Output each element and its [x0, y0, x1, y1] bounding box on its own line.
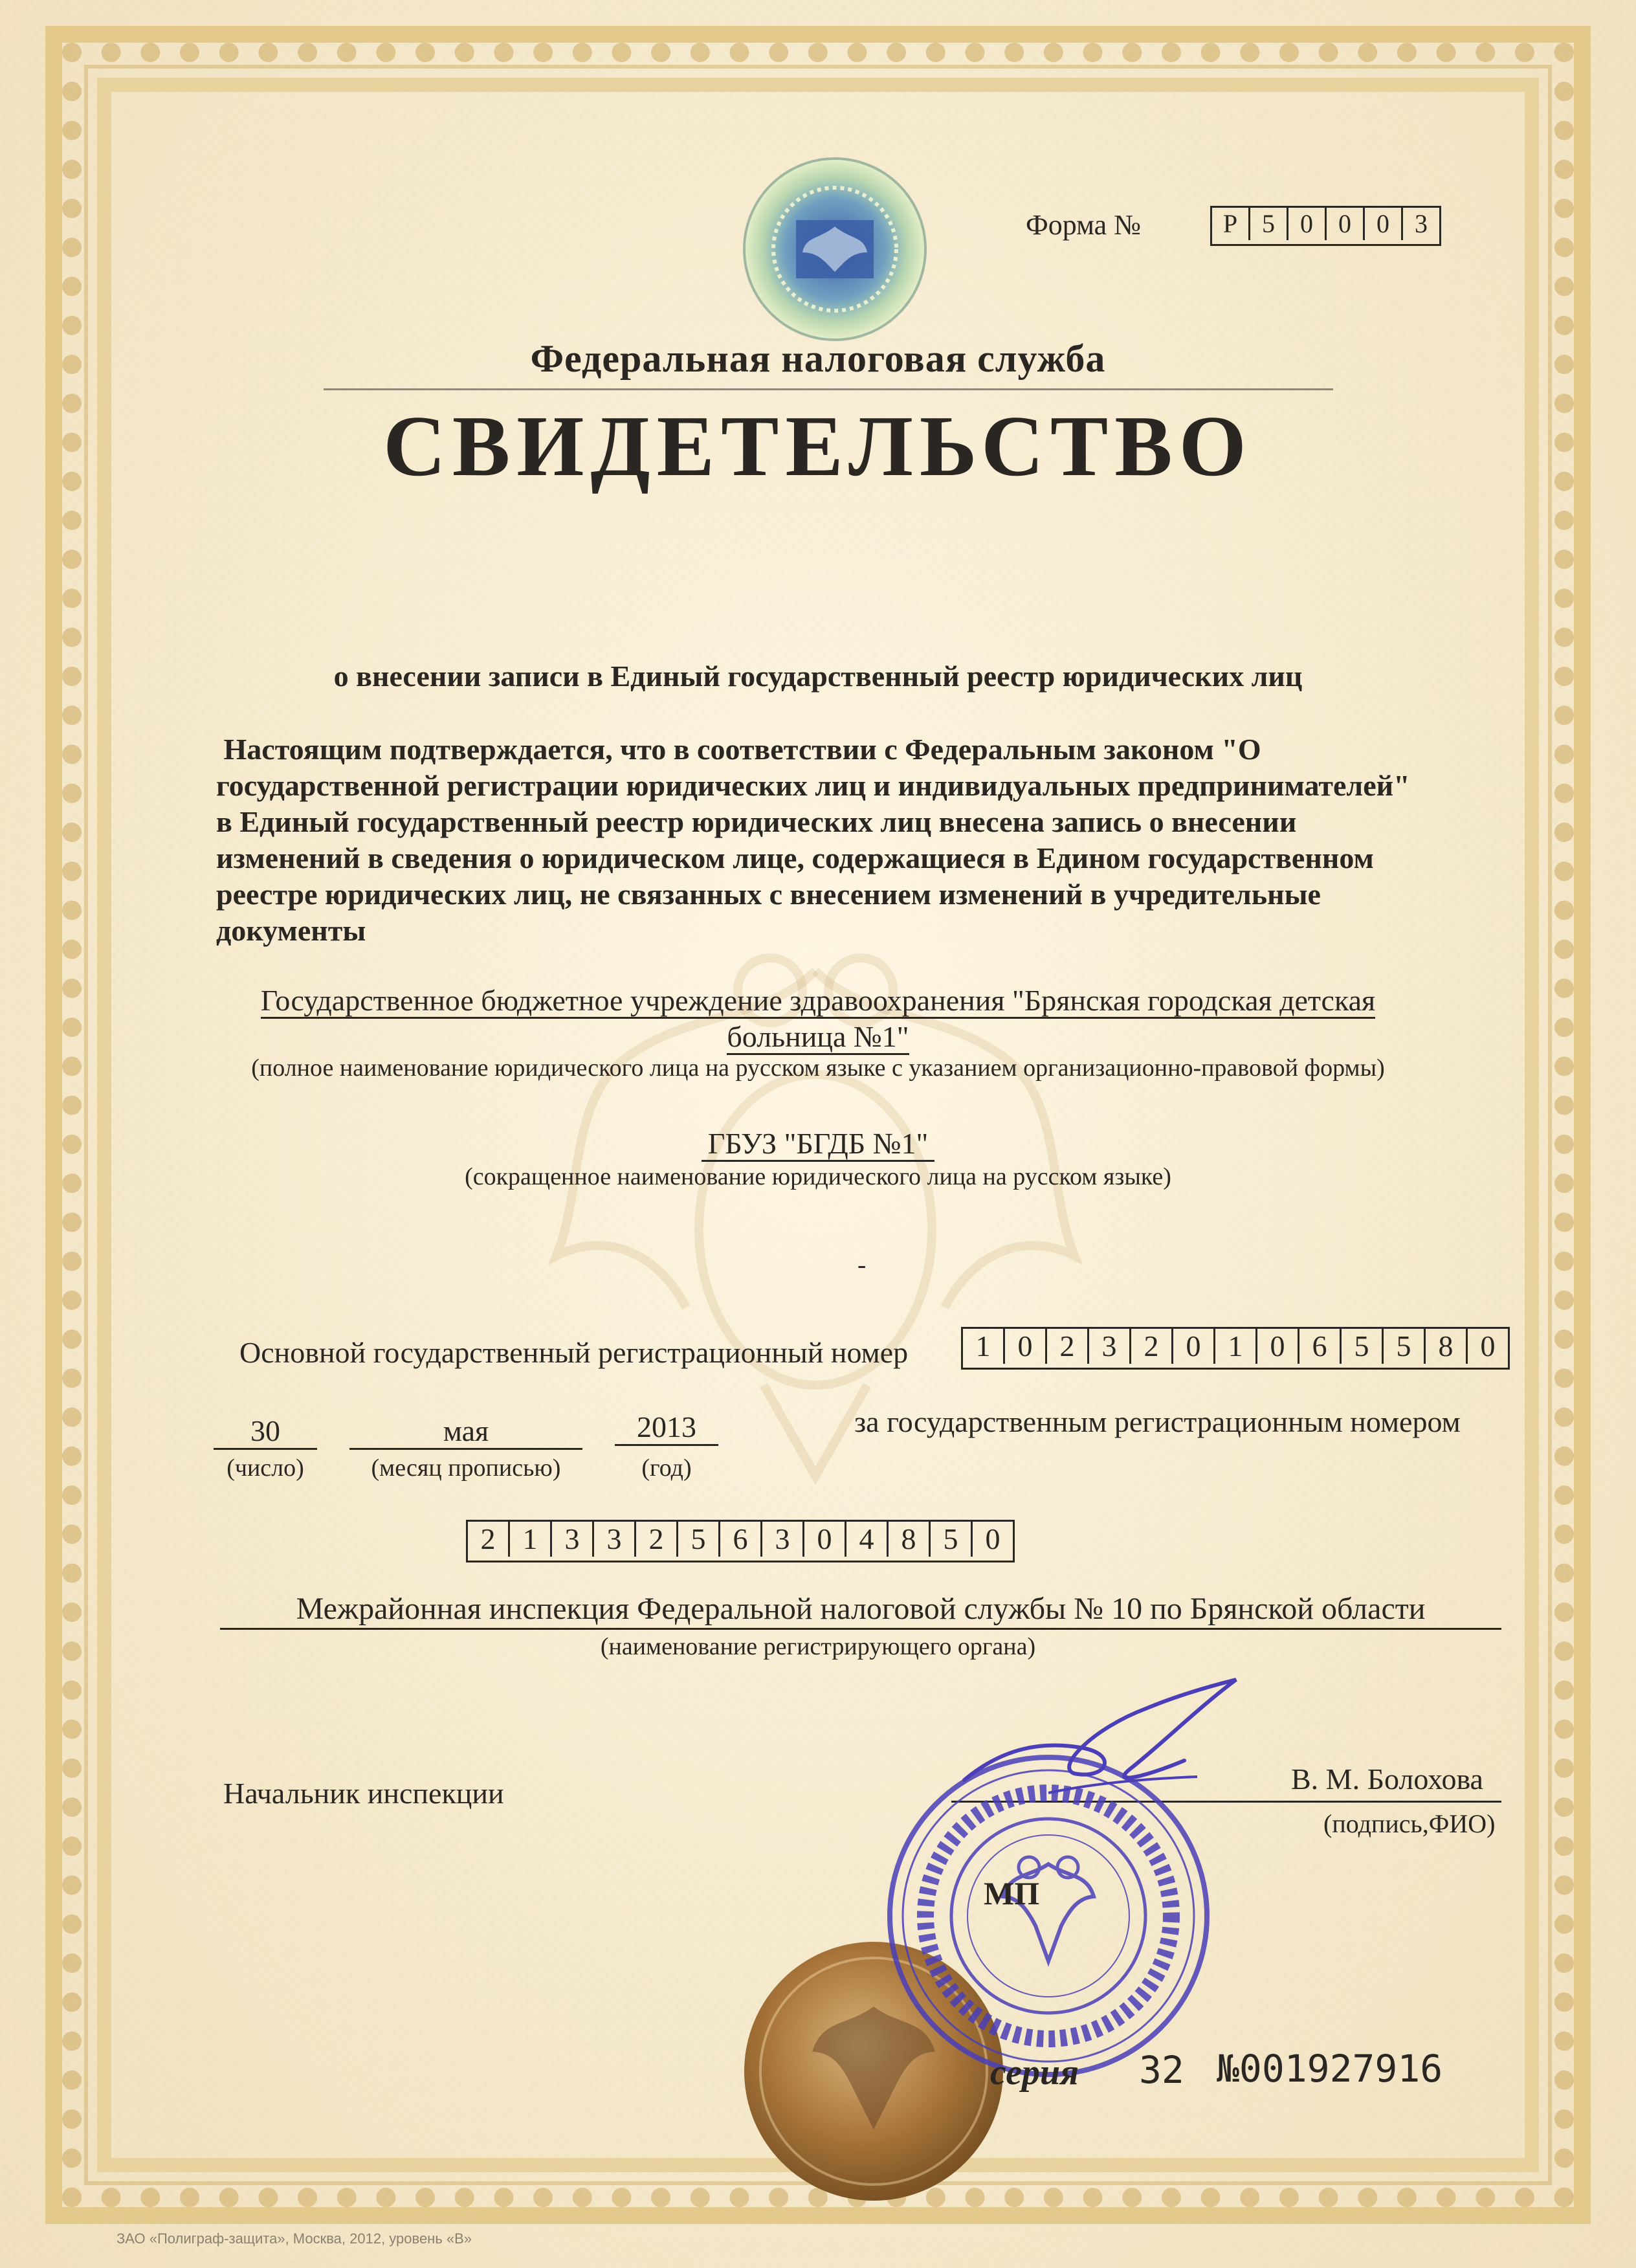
digit-box: 4 — [846, 1522, 889, 1557]
certificate-number: №001927916 — [1217, 2047, 1443, 2091]
stamp-placeholder-mp: МП — [984, 1875, 1040, 1911]
empty-field-dash: - — [857, 1250, 867, 1279]
body-line: государственной регистрации юридических лиц и индивидуальных предпринимателей" — [216, 769, 1410, 802]
digit-box: 1 — [1215, 1329, 1257, 1364]
date-suffix: за государственным регистрационным номером — [854, 1405, 1461, 1438]
entity-full-name-caption: (полное наименование юридического лица на русском языке с указанием организационно-правовой формы) — [251, 1054, 1385, 1082]
digit-box: 0 — [1257, 1329, 1299, 1364]
digit-box: Р — [1212, 208, 1250, 240]
entity-full-name-line2: больница №1" — [727, 1020, 909, 1055]
digit-box: 0 — [1005, 1329, 1047, 1364]
date-day: 30 — [214, 1414, 317, 1450]
digit-box: 2 — [468, 1522, 510, 1557]
document-subtitle: о внесении записи в Единый государственный реестр юридических лиц — [333, 660, 1303, 693]
date-year-caption: (год) — [641, 1454, 692, 1482]
ogrn-label: Основной государственный регистрационный номер — [239, 1336, 909, 1369]
series-label: серия — [990, 2052, 1079, 2093]
grn-digit-boxes — [466, 1520, 1015, 1562]
digit-box: 0 — [1327, 208, 1365, 240]
registering-authority-caption: (наименование регистрирующего органа) — [600, 1633, 1036, 1660]
body-line: документы — [216, 914, 366, 947]
digit-box: 0 — [804, 1522, 846, 1557]
body-line: изменений в сведения о юридическом лице, содержащиеся в Едином государственном — [216, 841, 1374, 874]
body-line: в Единый государственный реестр юридических лиц внесена запись о внесении — [216, 805, 1297, 838]
digit-box: 1 — [510, 1522, 552, 1557]
signature-caption: (подпись,ФИО) — [1323, 1809, 1496, 1838]
digit-box: 5 — [1250, 208, 1288, 240]
digit-box: 0 — [985, 1522, 1000, 1555]
digit-box: 0 — [1480, 1329, 1496, 1362]
printer-imprint: ЗАО «Полиграф-защита», Москва, 2012, уровень «В» — [116, 2230, 472, 2247]
entity-short-name-caption: (сокращенное наименование юридического лица на русском языке) — [465, 1163, 1171, 1190]
digit-box: 2 — [1047, 1329, 1089, 1364]
date-month: мая — [349, 1414, 582, 1450]
body-line: реестре юридических лиц, не связанных с внесением изменений в учредительные — [216, 878, 1321, 911]
registering-authority: Межрайонная инспекция Федеральной налоговой службы № 10 по Брянской области — [220, 1591, 1501, 1630]
ogrn-digit-boxes — [961, 1327, 1510, 1370]
digit-box: 5 — [931, 1522, 973, 1557]
digit-box: 8 — [889, 1522, 931, 1557]
form-code-boxes — [1210, 206, 1441, 246]
official-round-stamp — [880, 1748, 1217, 2084]
digit-box: 0 — [1173, 1329, 1215, 1364]
form-label: Форма № — [1026, 209, 1142, 241]
certificate-body — [216, 731, 1478, 949]
date-month-caption: (месяц прописью) — [371, 1454, 561, 1482]
digit-box: 6 — [720, 1522, 762, 1557]
signatory-position: Начальник инспекции — [223, 1777, 504, 1810]
signatory-name: В. М. Болохова — [1291, 1762, 1483, 1796]
date-day-caption: (число) — [227, 1454, 304, 1482]
digit-box: 2 — [636, 1522, 678, 1557]
digit-box: 0 — [1288, 208, 1327, 240]
entity-short-name — [0, 1126, 1636, 1161]
digit-box: 3 — [762, 1522, 804, 1557]
series-value: 32 — [1139, 2048, 1184, 2092]
body-line: Настоящим подтверждается, что в соответствии с Федеральным законом "О — [216, 733, 1261, 766]
entity-full-name — [129, 983, 1507, 1055]
header-rule — [324, 388, 1333, 390]
digit-box: 5 — [1342, 1329, 1384, 1364]
digit-box: 1 — [963, 1329, 1005, 1364]
digit-box: 3 — [552, 1522, 594, 1557]
digit-box: 3 — [1415, 209, 1428, 238]
hologram-emblem — [741, 155, 929, 343]
entity-full-name-line1: Государственное бюджетное учреждение здравоохранения "Брянская городская детская — [261, 984, 1375, 1019]
digit-box: 3 — [594, 1522, 636, 1557]
digit-box: 6 — [1299, 1329, 1342, 1364]
digit-box: 2 — [1131, 1329, 1173, 1364]
date-year: 2013 — [615, 1410, 718, 1446]
digit-box: 8 — [1426, 1329, 1468, 1364]
agency-name: Федеральная налоговая служба — [530, 337, 1106, 380]
digit-box: 5 — [678, 1522, 720, 1557]
entity-short-name-text: ГБУЗ "БГДБ №1" — [702, 1127, 935, 1162]
digit-box: 3 — [1089, 1329, 1131, 1364]
digit-box: 0 — [1365, 208, 1403, 240]
document-title: СВИДЕТЕЛЬСТВО — [383, 398, 1253, 494]
digit-box: 5 — [1384, 1329, 1426, 1364]
